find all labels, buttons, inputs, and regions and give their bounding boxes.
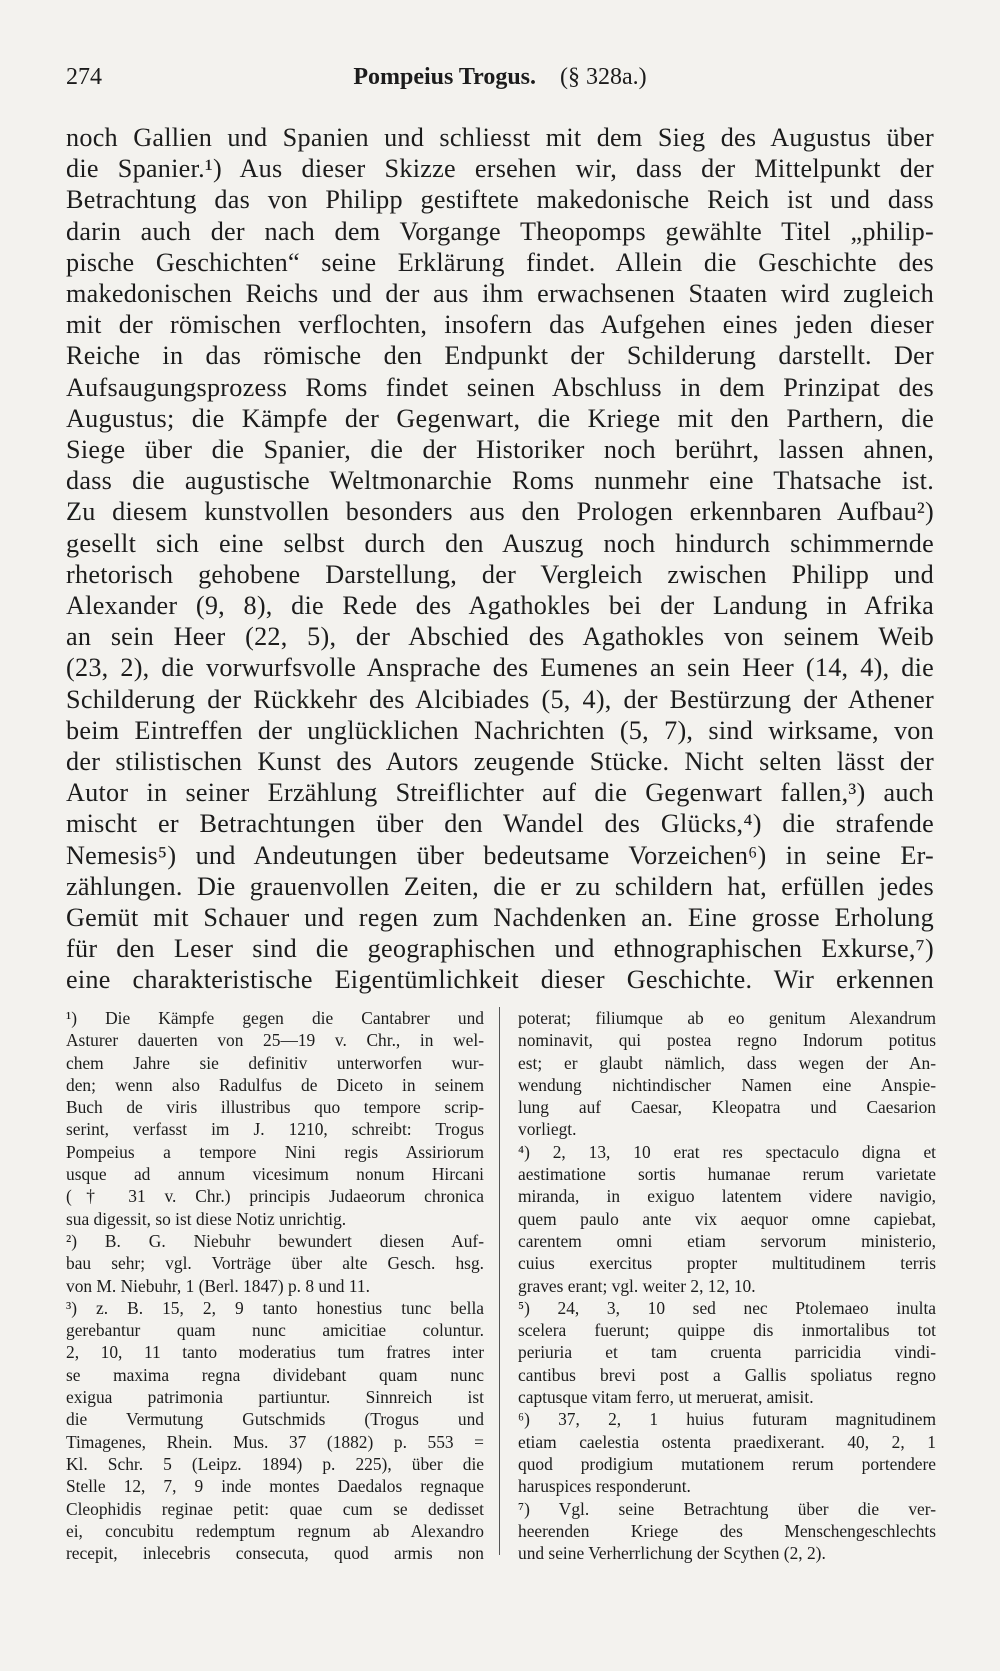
footnote-line: den; wenn also Radulfus de Diceto in seinem bbox=[66, 1074, 484, 1095]
text-line: Siege über die Spanier, die der Historiker noch berührt, lassen ahnen, bbox=[66, 435, 934, 465]
section-reference: (§ 328a.) bbox=[560, 64, 647, 90]
footnote-line: Timagenes, Rhein. Mus. 37 (1882) p. 553 = bbox=[66, 1431, 484, 1452]
text-line: Zu diesem kunstvollen besonders aus den Prologen erkennbaren Aufbau²) bbox=[66, 497, 934, 527]
column-divider bbox=[499, 1007, 500, 1555]
footnote-line: Stelle 12, 7, 9 inde montes Daedalos regnaque bbox=[66, 1476, 484, 1497]
footnote-line: chem Jahre sie definitiv unterworfen wur- bbox=[66, 1052, 484, 1073]
footnote-line: quem paulo ante vix aequor omne capiebat, bbox=[518, 1208, 936, 1229]
text-line: Autor in seiner Erzählung Streiflichter auf die Gegenwart fallen,³) auch bbox=[66, 778, 934, 808]
text-line: Reiche in das römische den Endpunkt der Schilderung darstellt. Der bbox=[66, 341, 934, 371]
footnote-line: Buch de viris illustribus quo tempore scrip- bbox=[66, 1097, 484, 1118]
text-line: makedonischen Reichs und der aus ihm erwachsenen Staaten wird zugleich bbox=[66, 279, 934, 309]
footnotes bbox=[66, 1007, 934, 1567]
footnote-line: cantibus brevi post a Gallis spoliatus regno bbox=[518, 1364, 936, 1385]
footnote-line: etiam caelestia ostenta praedixerant. 40, 2, 1 bbox=[518, 1431, 936, 1452]
footnote-line: sua digessit, so ist diese Notiz unrichtig. bbox=[66, 1208, 347, 1229]
footnote-line: carentem omni etiam servorum ministerio, bbox=[518, 1230, 936, 1251]
text-line: noch Gallien und Spanien und schliesst mit dem Sieg des Augustus über bbox=[66, 123, 934, 152]
footnote-line: gerebantur quam nunc amicitiae coluntur. bbox=[66, 1320, 484, 1341]
footnote-line: wendung nichtindischer Namen eine Anspie- bbox=[518, 1074, 936, 1095]
text-line: Gemüt mit Schauer und regen zum Nachdenken an. Eine grosse Erholung bbox=[66, 903, 934, 933]
text-line: beim Eintreffen der unglücklichen Nachrichten (5, 7), sind wirksame, von bbox=[66, 715, 934, 745]
footnote-line: und seine Verherrlichung der Scythen (2, 2). bbox=[518, 1543, 826, 1564]
footnote-line: se maxima regna dividebant quam nunc bbox=[66, 1364, 484, 1385]
text-line: dass die augustische Weltmonarchie Roms nunmehr eine Thatsache ist. bbox=[66, 466, 934, 496]
footnote-line: captusque vitam ferro, ut meruerat, amisit. bbox=[518, 1387, 814, 1408]
text-line: eine charakteristische Eigentümlichkeit dieser Geschichte. Wir erkennen bbox=[66, 965, 934, 995]
text-line: die Spanier.¹) Aus dieser Skizze ersehen wir, dass der Mittelpunkt der bbox=[66, 154, 934, 184]
footnote-line: graves erant; vgl. weiter 2, 12, 10. bbox=[518, 1275, 756, 1296]
footnote-line: ²) B. G. Niebuhr bewundert diesen Auf- bbox=[66, 1230, 484, 1251]
text-line: für den Leser sind die geographischen und ethnographischen Exkurse,⁷) bbox=[66, 934, 934, 964]
footnote-line: recepit, inlecebris consecuta, quod armis non bbox=[66, 1543, 484, 1564]
footnote-line: poterat; filiumque ab eo genitum Alexandrum bbox=[518, 1008, 936, 1028]
footnote-line: exigua patrimonia partiuntur. Sinnreich ist bbox=[66, 1387, 484, 1408]
text-line: mit der römischen verflochten, insofern das Aufgehen eines jeden dieser bbox=[66, 310, 934, 340]
footnote-line: ⁴) 2, 13, 10 erat res spectaculo digna et bbox=[518, 1141, 936, 1162]
text-line: Schilderung der Rückkehr des Alcibiades (5, 4), der Bestürzung der Athener bbox=[66, 684, 934, 714]
footnote-line: est; er glaubt nämlich, dass wegen der An- bbox=[518, 1052, 936, 1073]
footnote-line: Kl. Schr. 5 (Leipz. 1894) p. 225), über die bbox=[66, 1453, 484, 1474]
text-line: gesellt sich eine selbst durch den Auszug noch hindurch schimmernde bbox=[66, 528, 934, 558]
footnote-line: usque ad annum vicesimum nonum Hircani bbox=[66, 1164, 484, 1185]
footnote-line: nominavit, qui postea regno Indorum potitus bbox=[518, 1030, 936, 1051]
footnote-line: die Vermutung Gutschmids (Trogus und bbox=[66, 1409, 484, 1430]
footnote-line: bau sehr; vgl. Vorträge über alte Gesch. hsg. bbox=[66, 1253, 484, 1274]
footnote-line: ¹) Die Kämpfe gegen die Cantabrer und bbox=[66, 1008, 484, 1028]
footnote-line: ei, concubitu redemptum regnum ab Alexandro bbox=[66, 1520, 484, 1541]
footnote-line: cuius exercitus propter multitudinem terris bbox=[518, 1253, 936, 1274]
footnote-line: lung auf Caesar, Kleopatra und Caesarion bbox=[518, 1097, 936, 1118]
footnote-line: miranda, in exiguo latentem videre navigio, bbox=[518, 1186, 936, 1207]
running-title-text: Pompeius Trogus. bbox=[353, 64, 537, 90]
footnote-line: Pompeius a tempore Nini regis Assiriorum bbox=[66, 1141, 484, 1162]
footnote-line: 2, 10, 11 tanto moderatius tum fratres inter bbox=[66, 1342, 484, 1363]
main-text-body bbox=[66, 122, 934, 996]
text-line: pische Geschichten“ seine Erklärung findet. Allein die Geschichte des bbox=[66, 247, 934, 277]
footnote-line: ⁷) Vgl. seine Betrachtung über die ver- bbox=[518, 1498, 936, 1519]
footnote-line: heerenden Kriege des Menschengeschlechts bbox=[518, 1520, 936, 1541]
text-line: Nemesis⁵) und Andeutungen über bedeutsame Vorzeichen⁶) in seine Er- bbox=[66, 840, 934, 870]
text-line: zählungen. Die grauenvollen Zeiten, die er zu schildern hat, erfüllen jedes bbox=[66, 871, 934, 901]
footnote-line: aestimatione sortis humanae rerum varietate bbox=[518, 1164, 936, 1185]
text-line: Betrachtung das von Philipp gestiftete makedonische Reich ist und dass bbox=[66, 185, 934, 215]
footnote-line: periuria et tam cruenta parricidia vindi- bbox=[518, 1342, 936, 1363]
text-line: (23, 2), die vorwurfsvolle Ansprache des Eumenes an sein Heer (14, 4), die bbox=[66, 653, 934, 683]
text-line: Alexander (9, 8), die Rede des Agathokles bei der Landung in Afrika bbox=[66, 591, 934, 621]
footnote-line: († 31 v. Chr.) principis Judaeorum chronica bbox=[66, 1186, 484, 1207]
footnotes-right-column bbox=[518, 1007, 936, 1564]
footnote-line: Cleophidis reginae petit: quae cum se dedisset bbox=[66, 1498, 484, 1519]
text-line: darin auch der nach dem Vorgange Theopomps gewählte Titel „philip- bbox=[66, 216, 934, 246]
footnotes-left-column bbox=[66, 1007, 484, 1564]
page-header bbox=[66, 58, 934, 98]
text-line: rhetorisch gehobene Darstellung, der Vergleich zwischen Philipp und bbox=[66, 559, 934, 589]
footnote-line: serint, verfasst im J. 1210, schreibt: Trogus bbox=[66, 1119, 484, 1140]
text-line: Augustus; die Kämpfe der Gegenwart, die Kriege mit den Parthern, die bbox=[66, 403, 934, 433]
running-title bbox=[66, 64, 934, 91]
footnote-line: ⁶) 37, 2, 1 huius futuram magnitudinem bbox=[518, 1409, 936, 1430]
footnote-line: von M. Niebuhr, 1 (Berl. 1847) p. 8 und 11. bbox=[66, 1275, 370, 1296]
text-line: Aufsaugungsprozess Roms findet seinen Abschluss in dem Prinzipat des bbox=[66, 372, 934, 402]
page-number: 274 bbox=[66, 64, 102, 90]
footnote-line: Asturer dauerten von 25—19 v. Chr., in wel- bbox=[66, 1030, 484, 1051]
footnote-line: scelera fuerunt; quippe dis inmortalibus tot bbox=[518, 1320, 936, 1341]
text-line: der stilistischen Kunst des Autors zeugende Stücke. Nicht selten lässt der bbox=[66, 747, 934, 777]
text-line: an sein Heer (22, 5), der Abschied des Agathokles von seinem Weib bbox=[66, 622, 934, 652]
footnote-line: haruspices responderunt. bbox=[518, 1476, 691, 1497]
footnote-line: ⁵) 24, 3, 10 sed nec Ptolemaeo inulta bbox=[518, 1297, 936, 1318]
footnote-line: vorliegt. bbox=[518, 1119, 577, 1140]
footnote-line: ³) z. B. 15, 2, 9 tanto honestius tunc bella bbox=[66, 1297, 484, 1318]
footnote-line: quod prodigium mutationem rerum portendere bbox=[518, 1453, 936, 1474]
text-line: mischt er Betrachtungen über den Wandel des Glücks,⁴) die strafende bbox=[66, 809, 934, 839]
